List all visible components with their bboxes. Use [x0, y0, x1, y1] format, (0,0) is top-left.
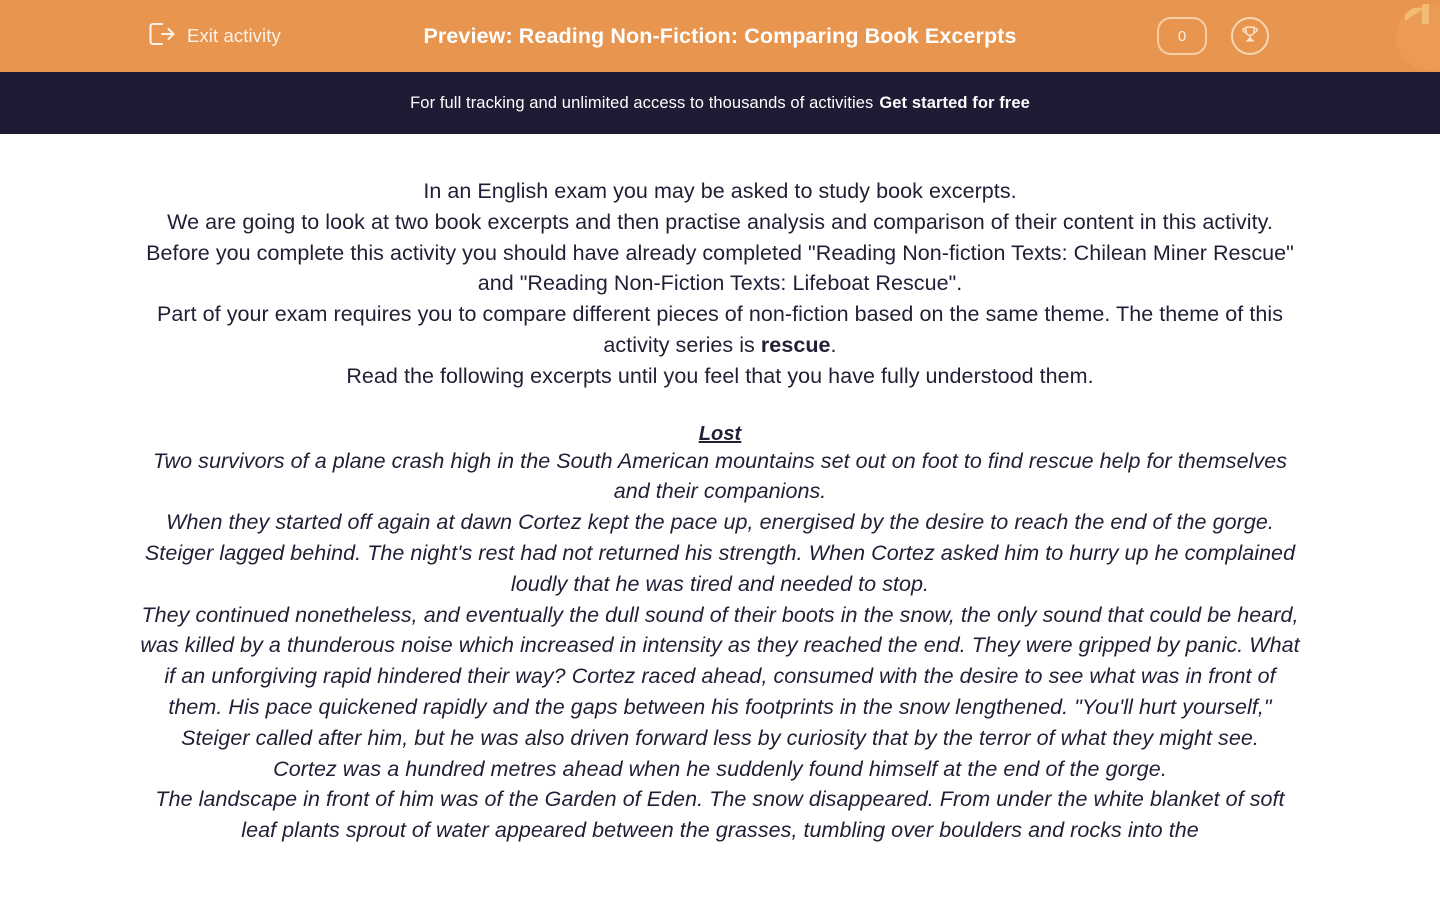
intro-block — [140, 176, 1300, 392]
excerpt-paragraph-3: Cortez was a hundred metres ahead when he suddenly found himself at the end of the gorge. — [273, 756, 1167, 781]
excerpt-paragraph-2: They continued nonetheless, and eventually the dull sound of their boots in the snow, the only sound that could be heard, was killed by a thunderous noise which increased in intensity as they reached the end. They were gripped by panic. What if an unforgiving rapid hindered their way? Cortez raced ahead, consumed with the desire to see what was in front of them. His pace quickened rapidly and the gaps between his footprints in the snow lengthened. "You'll hurt yourself," Steiger called after him, but he was also driven forward less by curiosity that by the terror of what they might see. — [140, 602, 1300, 750]
excerpt-paragraph-4: The landscape in front of him was of the Garden of Eden. The snow disappeared. From under the white blanket of soft leaf plants sprout of water appeared between the grasses, tumbling over boulders and rocks into the — [155, 787, 1285, 843]
avatar-decoration-right — [1422, 4, 1429, 24]
trophy-icon — [1239, 23, 1261, 50]
intro-line-1: In an English exam you may be asked to study book excerpts. — [423, 179, 1017, 203]
avatar[interactable] — [1396, 4, 1440, 70]
intro-line-4 — [140, 299, 1300, 361]
get-started-link[interactable]: Get started for free — [879, 93, 1030, 112]
promo-banner — [0, 72, 1440, 134]
activity-content — [140, 134, 1300, 846]
promo-banner-text: For full tracking and unlimited access to thousands of activities — [410, 93, 874, 112]
app-header — [0, 0, 1440, 72]
intro-line-5: Read the following excerpts until you feel that you have fully understood them. — [346, 363, 1094, 388]
page-title: Preview: Reading Non-Fiction: Comparing Book Excerpts — [423, 23, 1017, 48]
excerpt-title: Lost — [698, 422, 742, 445]
intro-line-2: We are going to look at two book excerpts and then practise analysis and comparison of their content in this activity. — [167, 209, 1273, 234]
excerpt-block — [140, 446, 1300, 846]
intro-line-4-before: Part of your exam requires you to compare different pieces of non-fiction based on the same theme. The theme of this activity series is — [156, 302, 1283, 357]
trophy-button[interactable] — [1231, 17, 1269, 55]
intro-line-4-after: . — [830, 332, 837, 357]
intro-line-3: Before you complete this activity you should have already completed "Reading Non-fiction Texts: Chilean Miner Rescue" and "Reading Non-Fiction Texts: Lifeboat Rescue". — [146, 240, 1294, 296]
excerpt-paragraph-1: When they started off again at dawn Cortez kept the pace up, energised by the desire to reach the end of the gorge. Steiger lagged behind. The night's rest had not returned his strength. When Cortez asked him to hurry up he complained loudly that he was tired and needed to stop. — [144, 510, 1296, 596]
points-badge[interactable]: 0 — [1157, 17, 1207, 55]
intro-theme-keyword: rescue — [760, 332, 831, 357]
header-actions — [1157, 0, 1440, 72]
excerpt-summary: Two survivors of a plane crash high in the South American mountains set out on foot to find rescue help for themselves and their companions. — [152, 448, 1288, 504]
exit-activity-label: Exit activity — [187, 25, 281, 46]
